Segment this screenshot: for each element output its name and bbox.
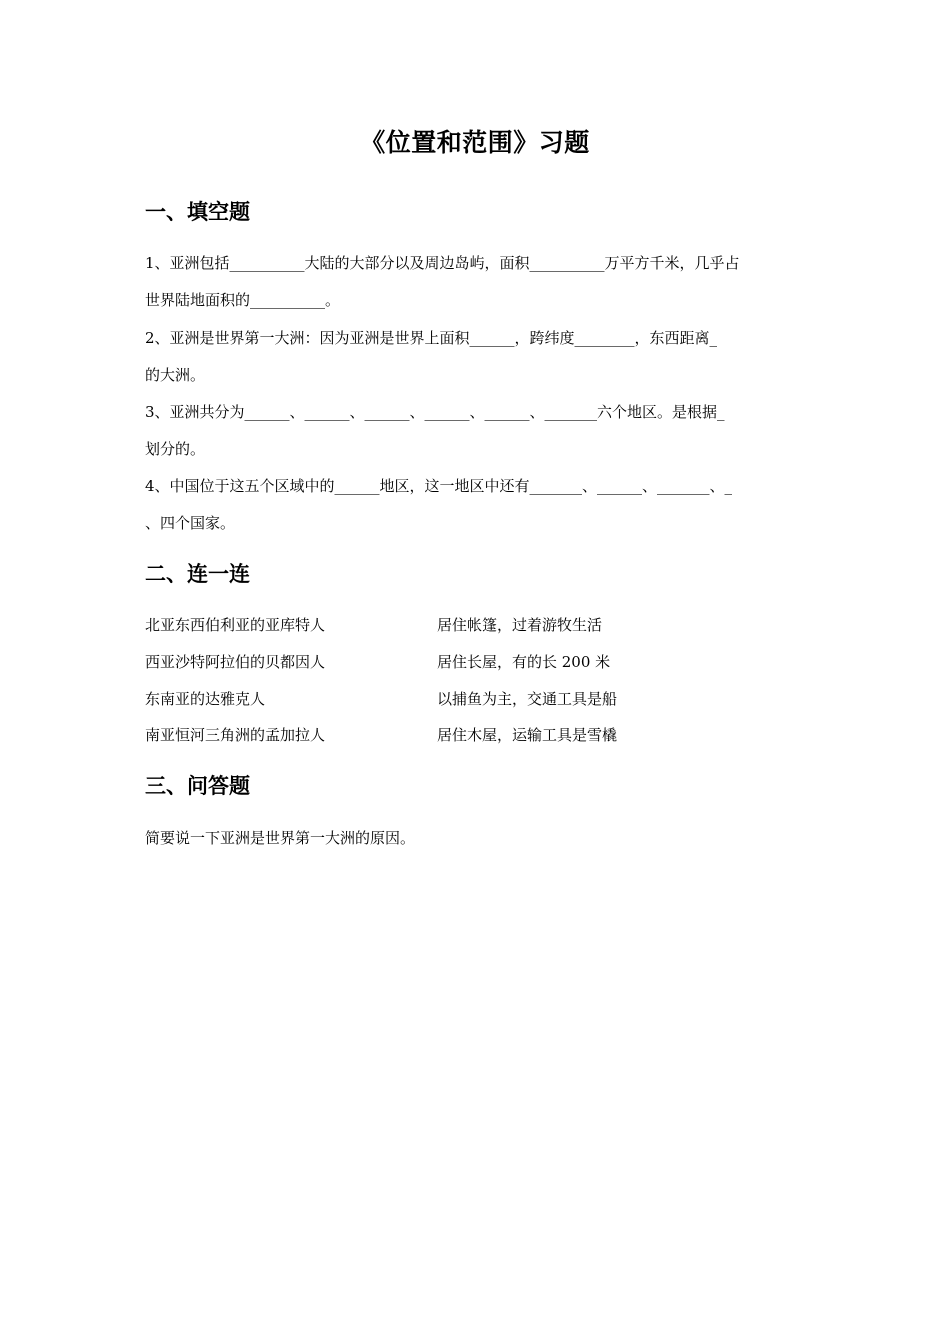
question-2-line-2: 的大洲。 (145, 366, 206, 384)
question-4-line-2: 、四个国家。 (145, 514, 236, 532)
question-3-line-2: 划分的。 (145, 440, 206, 458)
match-right-item: 居住长屋，有的长 200 米 (437, 653, 611, 671)
match-left-item: 东南亚的达雅克人 (145, 690, 266, 708)
question-2-line-1: 2、亚洲是世界第一大洲：因为亚洲是世界上面积______，跨纬度________，东西距离_ (145, 329, 718, 347)
question-1-line-2: 世界陆地面积的__________。 (145, 291, 341, 309)
match-left-item: 西亚沙特阿拉伯的贝都因人 (145, 653, 326, 671)
match-right-item: 以捕鱼为主，交通工具是船 (437, 690, 618, 708)
section-heading-short-answer: 三、问答题 (145, 774, 250, 798)
match-right-item: 居住帐篷，过着游牧生活 (437, 616, 603, 634)
section-heading-matching: 二、连一连 (145, 562, 250, 586)
short-answer-prompt: 简要说一下亚洲是世界第一大洲的原因。 (145, 829, 416, 847)
match-left-item: 北亚东西伯利亚的亚库特人 (145, 616, 326, 634)
match-right-item: 居住木屋，运输工具是雪橇 (437, 726, 618, 744)
match-left-item: 南亚恒河三角洲的孟加拉人 (145, 726, 326, 744)
page-title: 《位置和范围》习题 (360, 128, 590, 157)
question-3-line-1: 3、亚洲共分为______、______、______、______、______、_______六个地区。是根据_ (145, 403, 725, 421)
question-4-line-1: 4、中国位于这五个区域中的______地区，这一地区中还有_______、______、_______、_ (145, 477, 733, 495)
question-1-line-1: 1、亚洲包括__________大陆的大部分以及周边岛屿，面积__________万平方千米，几乎占 (145, 254, 740, 272)
section-heading-fill-blanks: 一、填空题 (145, 200, 250, 224)
